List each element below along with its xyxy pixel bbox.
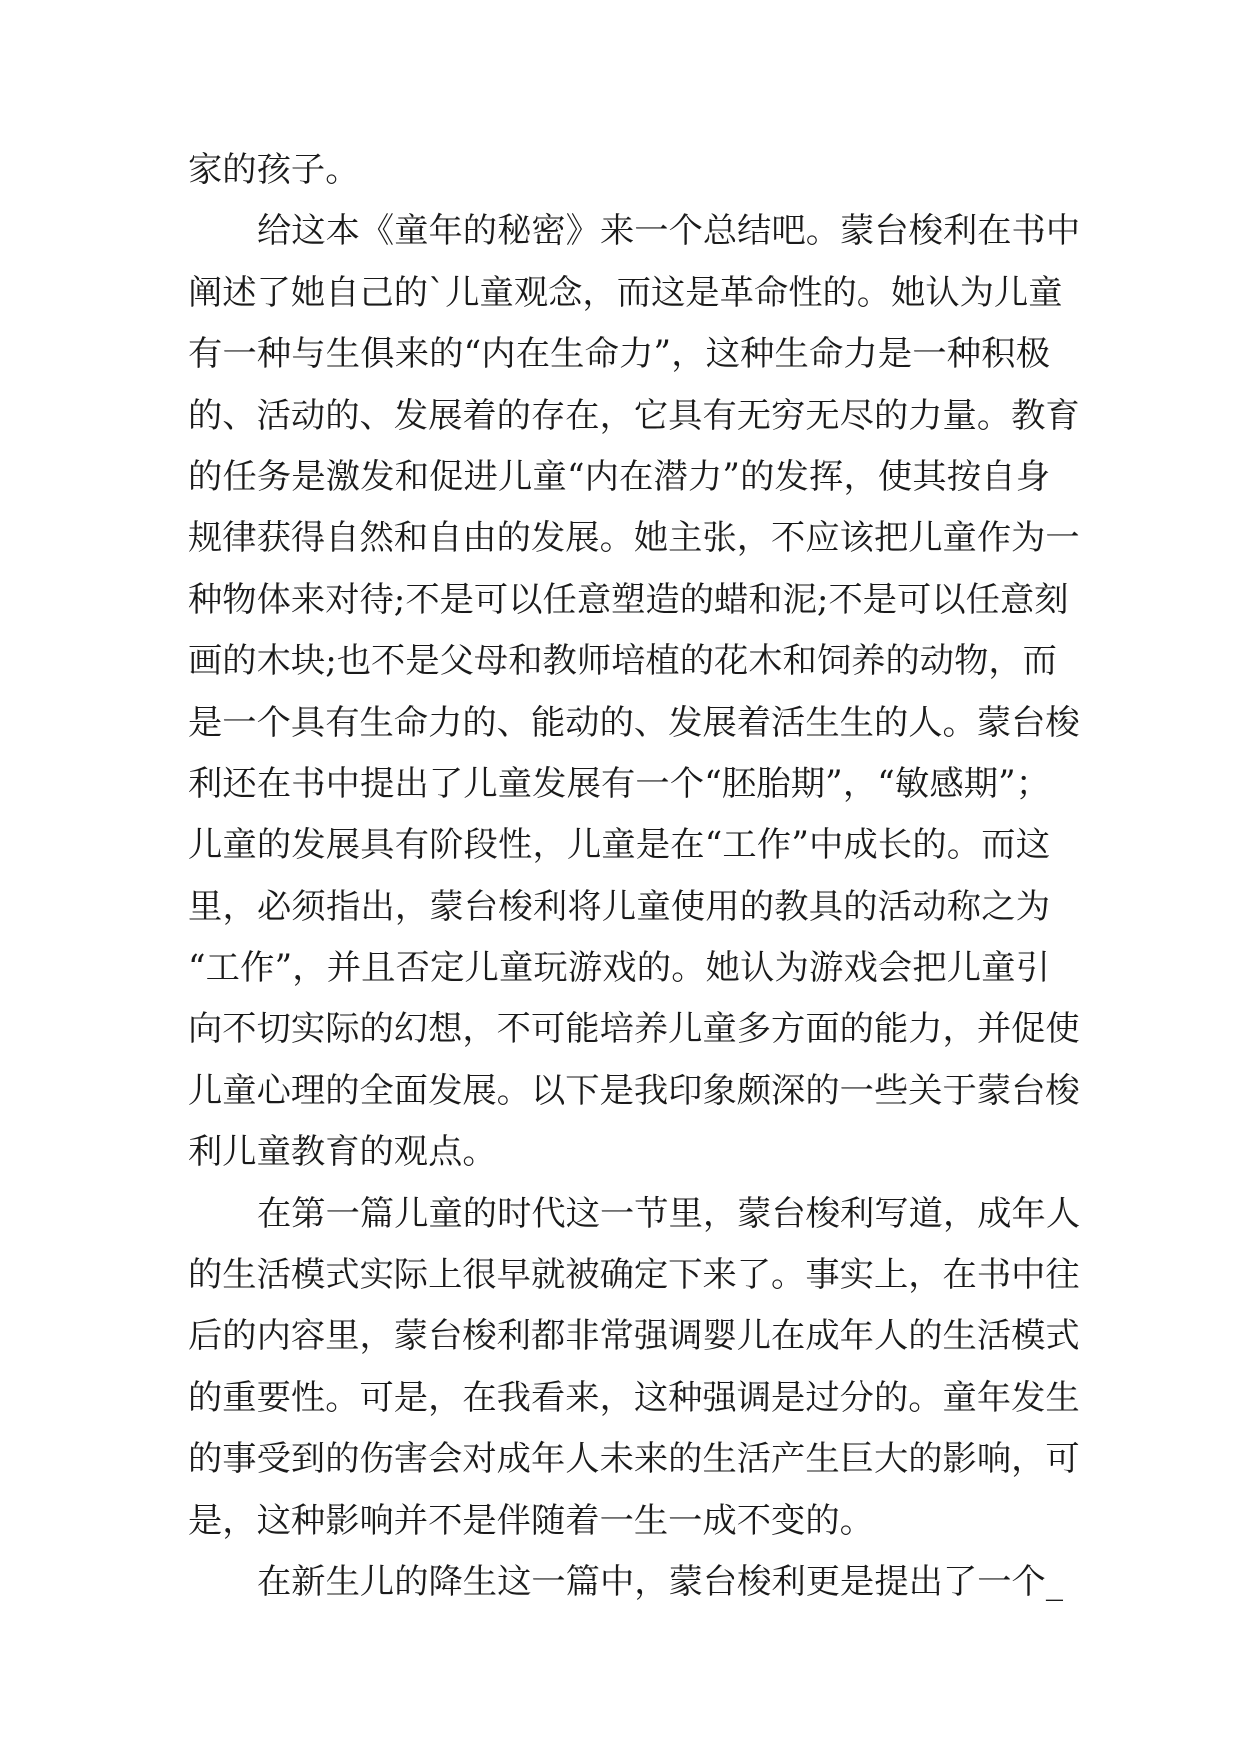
text-line: 利还在书中提出了儿童发展有一个“胚胎期”，“敏感期”； <box>188 763 1050 804</box>
text-line: 有一种与生俱来的“内在生命力”，这种生命力是一种积极 <box>188 334 1050 375</box>
text-line: 在新生儿的降生这一篇中，蒙台梭利更是提出了一个_ <box>257 1561 1063 1602</box>
text-line: 画的木块;也不是父母和教师培植的花木和饲养的动物，而 <box>188 641 1057 682</box>
text-line: 规律获得自然和自由的发展。她主张，不应该把儿童作为一 <box>188 518 1080 559</box>
text-line: “工作”，并且否定儿童玩游戏的。她认为游戏会把儿童引 <box>188 948 1050 989</box>
text-line: 种物体来对待;不是可以任意塑造的蜡和泥;不是可以任意刻 <box>188 579 1069 620</box>
text-line: 的事受到的伤害会对成年人未来的生活产生巨大的影响，可 <box>188 1439 1080 1480</box>
text-line: 的任务是激发和促进儿童“内在潜力”的发挥，使其按自身 <box>188 456 1050 497</box>
text-line: 儿童心理的全面发展。以下是我印象颇深的一些关于蒙台梭 <box>188 1070 1080 1111</box>
text-line: 在第一篇儿童的时代这一节里，蒙台梭利写道，成年人 <box>257 1193 1081 1234</box>
text-line: 家的孩子。 <box>188 150 360 190</box>
text-line: 的、活动的、发展着的存在，它具有无穷无尽的力量。教育 <box>188 395 1080 436</box>
text-line: 的生活模式实际上很早就被确定下来了。事实上，在书中往 <box>188 1255 1080 1296</box>
text-line: 是，这种影响并不是伴随着一生一成不变的。 <box>188 1500 874 1541</box>
text-line: 是一个具有生命力的、能动的、发展着活生生的人。蒙台梭 <box>188 702 1080 743</box>
text-line: 的重要性。可是，在我看来，这种强调是过分的。童年发生 <box>188 1377 1080 1418</box>
document-body <box>188 140 1081 1613</box>
text-line: 儿童的发展具有阶段性，儿童是在“工作”中成长的。而这 <box>188 825 1050 866</box>
text-line: 给这本《童年的秘密》来一个总结吧。蒙台梭利在书中 <box>257 211 1081 252</box>
text-line: 阐述了她自己的`儿童观念，而这是革命性的。她认为儿童 <box>188 272 1063 313</box>
text-line: 里，必须指出，蒙台梭利将儿童使用的教具的活动称之为 <box>188 886 1050 927</box>
text-line: 利儿童教育的观点。 <box>188 1132 497 1173</box>
text-line: 向不切实际的幻想，不可能培养儿童多方面的能力，并促使 <box>188 1009 1080 1050</box>
text-line: 后的内容里，蒙台梭利都非常强调婴儿在成年人的生活模式 <box>188 1316 1080 1357</box>
